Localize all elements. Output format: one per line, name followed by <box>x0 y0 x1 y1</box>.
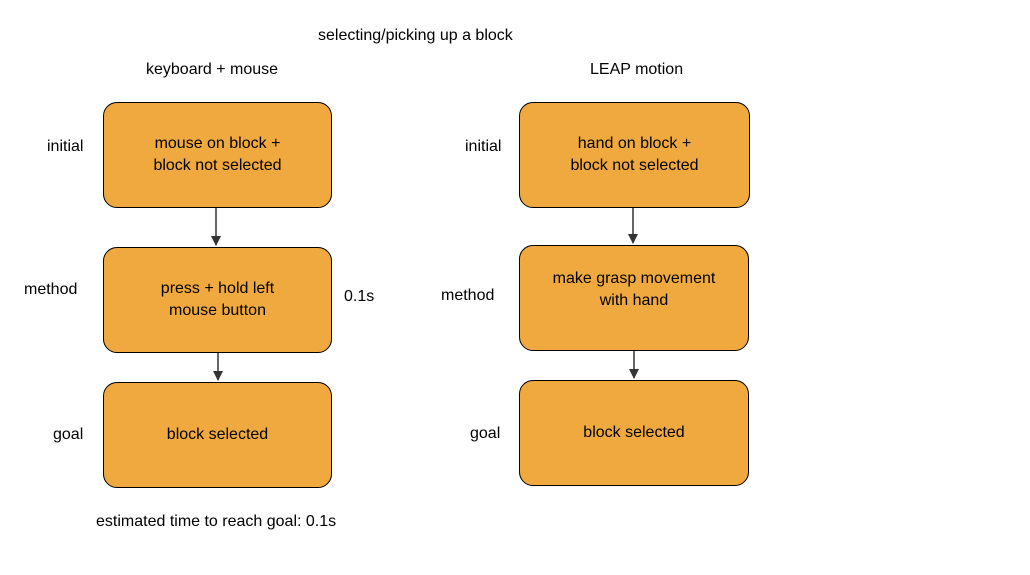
left-label-method: method <box>24 281 78 298</box>
left-label-goal: goal <box>53 426 84 443</box>
right-label-initial: initial <box>465 138 502 155</box>
left-label-initial: initial <box>47 138 84 155</box>
estimated-time-label: estimated time to reach goal: 0.1s <box>96 513 337 530</box>
left-goal-text: block selected <box>166 426 269 443</box>
right-initial-text: hand on block + block not selected <box>570 135 699 174</box>
right-goal-text: block selected <box>583 424 685 441</box>
right-column-header: LEAP motion <box>590 61 684 78</box>
right-method-text: make grasp movement with hand <box>552 270 716 309</box>
right-label-goal: goal <box>470 425 501 442</box>
left-column-header: keyboard + mouse <box>146 61 279 78</box>
diagram-title: selecting/picking up a block <box>318 27 513 44</box>
method-time-label: 0.1s <box>344 288 375 305</box>
left-initial-text: mouse on block + block not selected <box>153 135 282 174</box>
left-method-text: press + hold left mouse button <box>160 280 275 319</box>
right-label-method: method <box>441 287 495 304</box>
